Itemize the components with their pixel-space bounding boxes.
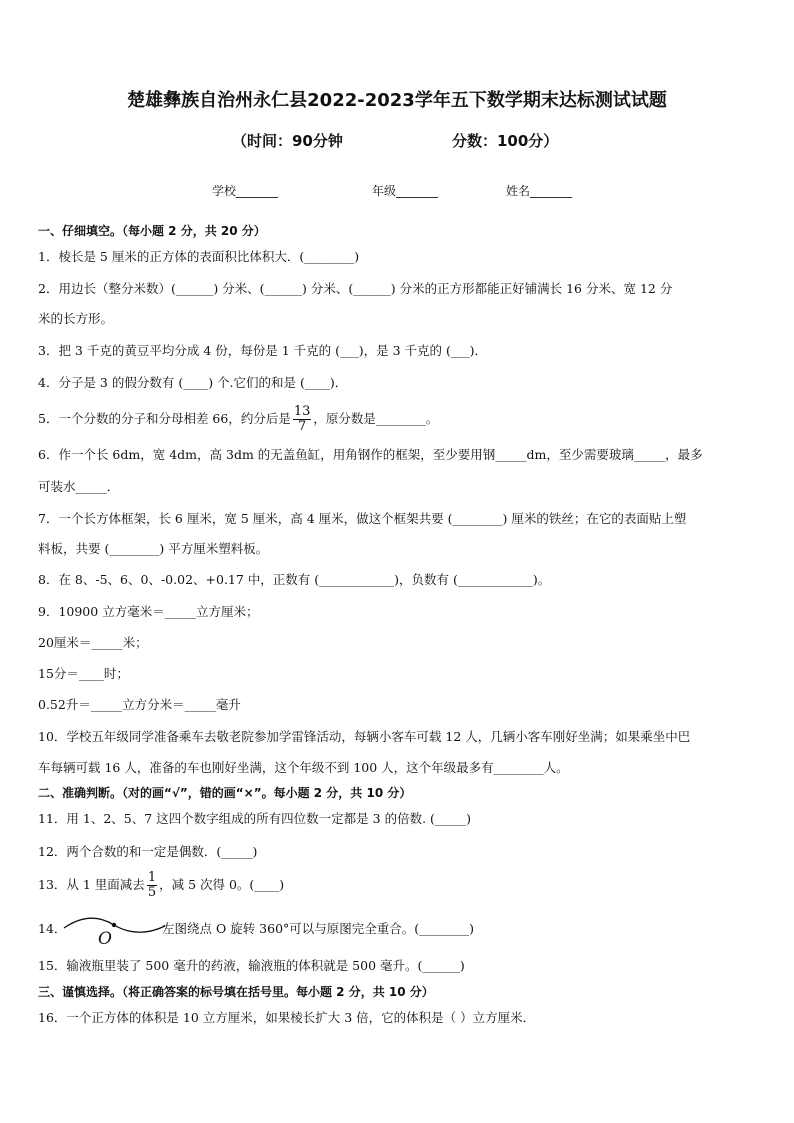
fraction-13-7	[293, 405, 312, 434]
question-9-line4: 0.52升＝_____立方分米＝_____毫升	[38, 697, 241, 712]
question-2-line1: 2．用边长（整分米数）(______) 分米、(______) 分米、(______) 分米的正方形都能正好铺满长 16 分米、宽 12 分	[38, 281, 673, 296]
question-13-text: 13．从 1 里面减去	[38, 877, 145, 892]
fraction-denominator: 5	[147, 885, 157, 900]
question-14-text: 左图绕点 O 旋转 360°可以与原图完全重合。(________)	[162, 921, 475, 936]
question-7-line2: 料板，共要 (________) 平方厘米塑料板。	[38, 541, 269, 556]
question-16: 16．一个正方体的体积是 10 立方厘米，如果棱长扩大 3 倍，它的体积是（ ）立方厘米．	[38, 1010, 536, 1025]
fraction-1-5	[147, 871, 157, 900]
rotation-curve-icon	[62, 908, 167, 948]
exam-time: （时间：90分钟	[232, 132, 343, 150]
question-3: 3．把 3 千克的黄豆平均分成 4 份，每份是 1 千克的 (___)，是 3 千克的 (___)．	[38, 343, 488, 358]
question-10-line1: 10．学校五年级同学准备乘车去敬老院参加学雷锋活动，每辆小客车可载 12 人，几辆小客车刚好坐满；如果乘坐中巴	[38, 729, 691, 744]
section1-heading: 一、仔细填空。（每小题 2 分，共 20 分）	[38, 224, 266, 238]
name-field: 姓名_______	[506, 184, 573, 198]
question-5-tail: ，原分数是________。	[313, 411, 439, 426]
question-5	[38, 402, 758, 436]
fraction-denominator: 7	[297, 419, 307, 434]
question-6-line1: 6．作一个长 6dm，宽 4dm，高 3dm 的无盖鱼缸，用角钢作的框架，至少要用钢_____dm，至少需要玻璃_____，最多	[38, 447, 703, 462]
question-14-number: 14．	[38, 921, 67, 936]
question-4: 4．分子是 3 的假分数有 (____) 个.它们的和是 (____)．	[38, 375, 348, 390]
question-10-line2: 车每辆可载 16 人，准备的车也刚好坐满，这个年级不到 100 人，这个年级最多有________人。	[38, 760, 569, 775]
question-1: 1．棱长是 5 厘米的正方体的表面积比体积大．(________)	[38, 249, 360, 264]
question-8: 8．在 8、-5、6、0、-0.02、+0.17 中，正数有 (____________)，负数有 (____________)。	[38, 572, 551, 587]
question-13	[38, 868, 758, 902]
question-9-line2: 20厘米＝_____米；	[38, 635, 148, 650]
section2-heading: 二、准确判断。（对的画“√”，错的画“×”。每小题 2 分，共 10 分）	[38, 786, 412, 800]
rotation-figure	[62, 908, 167, 948]
question-2-line2: 米的长方形。	[38, 311, 114, 326]
grade-field: 年级_______	[372, 184, 439, 198]
question-15: 15．输液瓶里装了 500 毫升的药液，输液瓶的体积就是 500 毫升。(______)	[38, 958, 465, 973]
section3-heading: 三、谨慎选择。（将正确答案的标号填在括号里。每小题 2 分，共 10 分）	[38, 985, 434, 999]
exam-score: 分数：100分）	[452, 132, 559, 150]
fraction-numerator: 13	[293, 404, 311, 419]
question-12: 12．两个合数的和一定是偶数．(_____)	[38, 844, 258, 859]
question-9-line1: 9．10900 立方毫米＝_____立方厘米；	[38, 604, 259, 619]
point-o-label: O	[98, 929, 112, 948]
exam-title: 楚雄彝族自治州永仁县2022-2023学年五下数学期末达标测试试题	[127, 90, 667, 111]
question-11: 11．用 1、2、5、7 这四个数字组成的所有四位数一定都是 3 的倍数. (_____)	[38, 811, 472, 826]
question-9-line3: 15分＝____时；	[38, 666, 129, 681]
question-6-line2: 可装水_____．	[38, 479, 120, 494]
school-field: 学校_______	[212, 184, 279, 198]
question-7-line1: 7．一个长方体框架，长 6 厘米，宽 5 厘米，高 4 厘米，做这个框架共要 (________) 厘米的铁丝；在它的表面贴上塑	[38, 511, 687, 526]
question-13-tail: ，减 5 次得 0。(____)	[159, 877, 285, 892]
fraction-numerator: 1	[147, 870, 157, 885]
question-5-text: 5．一个分数的分子和分母相差 66，约分后是	[38, 411, 291, 426]
